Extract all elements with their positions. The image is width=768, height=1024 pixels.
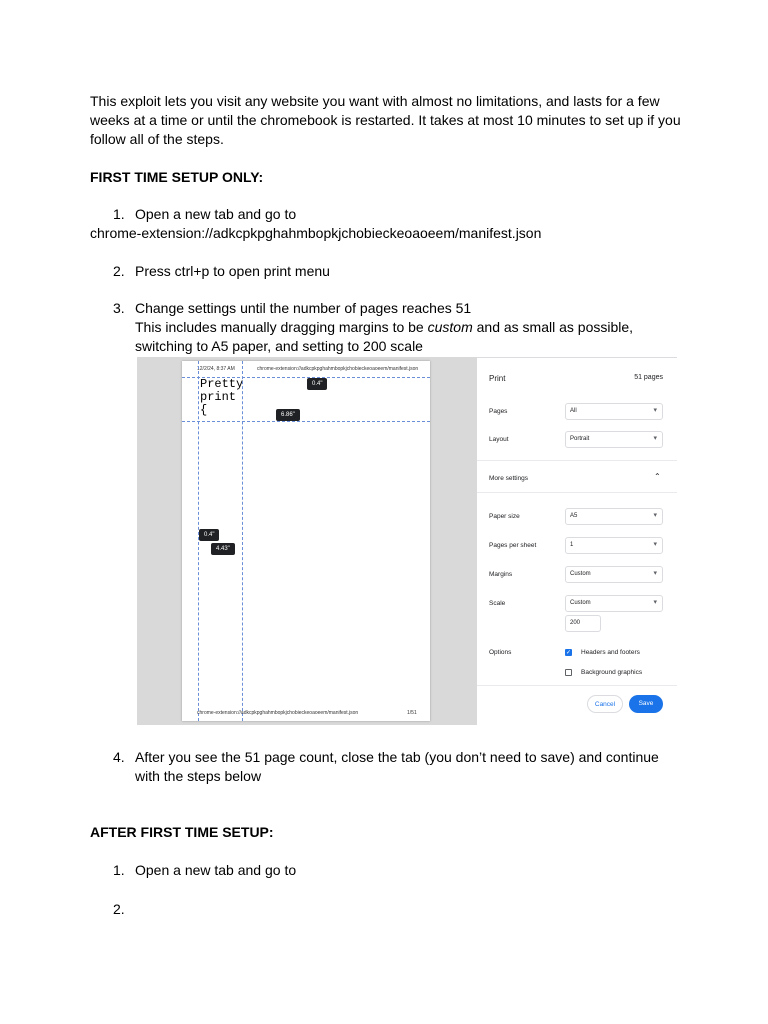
pages-per-sheet-value: 1	[570, 542, 574, 548]
headers-footers-checkbox[interactable]: ✓	[566, 650, 572, 656]
margin-tooltip: 4.43"	[211, 543, 235, 555]
after-setup-heading: AFTER FIRST TIME SETUP:	[90, 824, 274, 840]
margin-tooltip: 6.86"	[276, 409, 300, 421]
divider	[477, 460, 677, 461]
scale-value: Custom	[570, 600, 591, 606]
page-header-date: 12/2/24, 8:37 AM	[197, 366, 235, 372]
page-header-url: chrome-extension://adkcpkpghahmbopkjchobieckeoaoeem/manifest.json	[257, 366, 419, 372]
headers-footers-label: Headers and footers	[581, 649, 640, 656]
pages-per-sheet-select[interactable]	[565, 537, 663, 554]
step-text: Press ctrl+p to open print menu	[135, 263, 330, 279]
pages-value: All	[570, 408, 577, 414]
scale-input[interactable]	[565, 615, 601, 632]
margin-guide-left[interactable]	[198, 361, 199, 721]
background-graphics-label: Background graphics	[581, 669, 643, 676]
scale-select[interactable]	[565, 595, 663, 612]
step1-url: chrome-extension://adkcpkpghahmbopkjchobieckeoaoeem/manifest.json	[90, 225, 542, 241]
scale-number: 200	[570, 620, 581, 626]
margin-guide-top2[interactable]	[182, 421, 430, 422]
step-text: Change settings until the number of pages reaches 51	[135, 300, 472, 316]
preview-page	[182, 361, 430, 721]
chevron-down-icon: ▾	[653, 512, 657, 519]
step3-detail-post: and as small as possible,	[472, 319, 634, 335]
step-number: 4.	[113, 749, 125, 765]
chevron-down-icon: ▾	[653, 570, 657, 577]
margins-select[interactable]	[565, 566, 663, 583]
margin-tooltip: 0.4"	[199, 529, 219, 541]
code-line: Pretty	[200, 377, 244, 391]
step-text: Open a new tab and go to	[135, 862, 297, 878]
step-number: 1.	[113, 862, 125, 878]
page-footer-url: chrome-extension://adkcpkpghahmbopkjchobieckeoaoeem/manifest.json	[197, 710, 359, 716]
chevron-down-icon: ▾	[653, 541, 657, 548]
step-number: 1.	[113, 206, 125, 222]
layout-label: Layout	[489, 436, 509, 443]
chevron-down-icon: ▾	[653, 599, 657, 606]
background-graphics-checkbox[interactable]	[565, 669, 572, 676]
margin-guide-top[interactable]	[182, 377, 430, 378]
intro-paragraph: This exploit lets you visit any website you want with almost no limitations, and lasts for a few weeks at a time or until the chromebook is restarted. It takes at most 10 minutes to set up if you follow all of the steps.	[90, 93, 681, 147]
code-line: {	[200, 403, 208, 417]
margin-tooltip: 0.4"	[307, 378, 327, 390]
divider	[477, 492, 677, 493]
layout-select[interactable]	[565, 431, 663, 448]
code-line: print	[200, 390, 237, 404]
margins-label: Margins	[489, 571, 513, 578]
print-title: Print	[489, 374, 506, 383]
margins-value: Custom	[570, 571, 591, 577]
divider	[477, 685, 677, 686]
pages-label: Pages	[489, 408, 508, 415]
chevron-down-icon: ▾	[653, 407, 657, 414]
step-number: 2.	[113, 901, 125, 917]
paper-size-label: Paper size	[489, 513, 520, 520]
paper-size-select[interactable]	[565, 508, 663, 525]
print-dialog-screenshot	[137, 357, 677, 725]
margin-guide-left2[interactable]	[242, 361, 243, 721]
first-setup-heading: FIRST TIME SETUP ONLY:	[90, 169, 264, 185]
paper-size-value: A5	[570, 513, 578, 519]
chevron-down-icon: ▾	[653, 435, 657, 442]
page-count: 51 pages	[634, 374, 663, 381]
step3-detail-line2: switching to A5 paper, and setting to 200 scale	[135, 338, 423, 354]
step3-detail	[135, 318, 633, 337]
step3-detail-pre: This includes manually dragging margins to be	[135, 319, 428, 335]
step-number: 2.	[113, 263, 125, 279]
save-button[interactable]: Save	[629, 695, 663, 713]
pages-select[interactable]	[565, 403, 663, 420]
pages-per-sheet-label: Pages per sheet	[489, 542, 537, 549]
more-settings-toggle[interactable]: More settings	[489, 475, 529, 482]
chevron-up-icon[interactable]: ⌃	[654, 472, 661, 481]
step-text-line2: with the steps below	[135, 768, 262, 784]
options-label: Options	[489, 649, 512, 656]
scale-label: Scale	[489, 600, 506, 607]
print-settings-panel	[477, 357, 677, 725]
step3-detail-em: custom	[427, 319, 473, 335]
step-number: 3.	[113, 300, 125, 316]
layout-value: Portrait	[570, 436, 590, 442]
step-text: Open a new tab and go to	[135, 206, 297, 222]
cancel-button[interactable]: Cancel	[587, 695, 623, 713]
page-footer-count: 1/51	[407, 710, 417, 716]
step-text: After you see the 51 page count, close the tab (you don’t need to save) and continue	[135, 749, 659, 765]
